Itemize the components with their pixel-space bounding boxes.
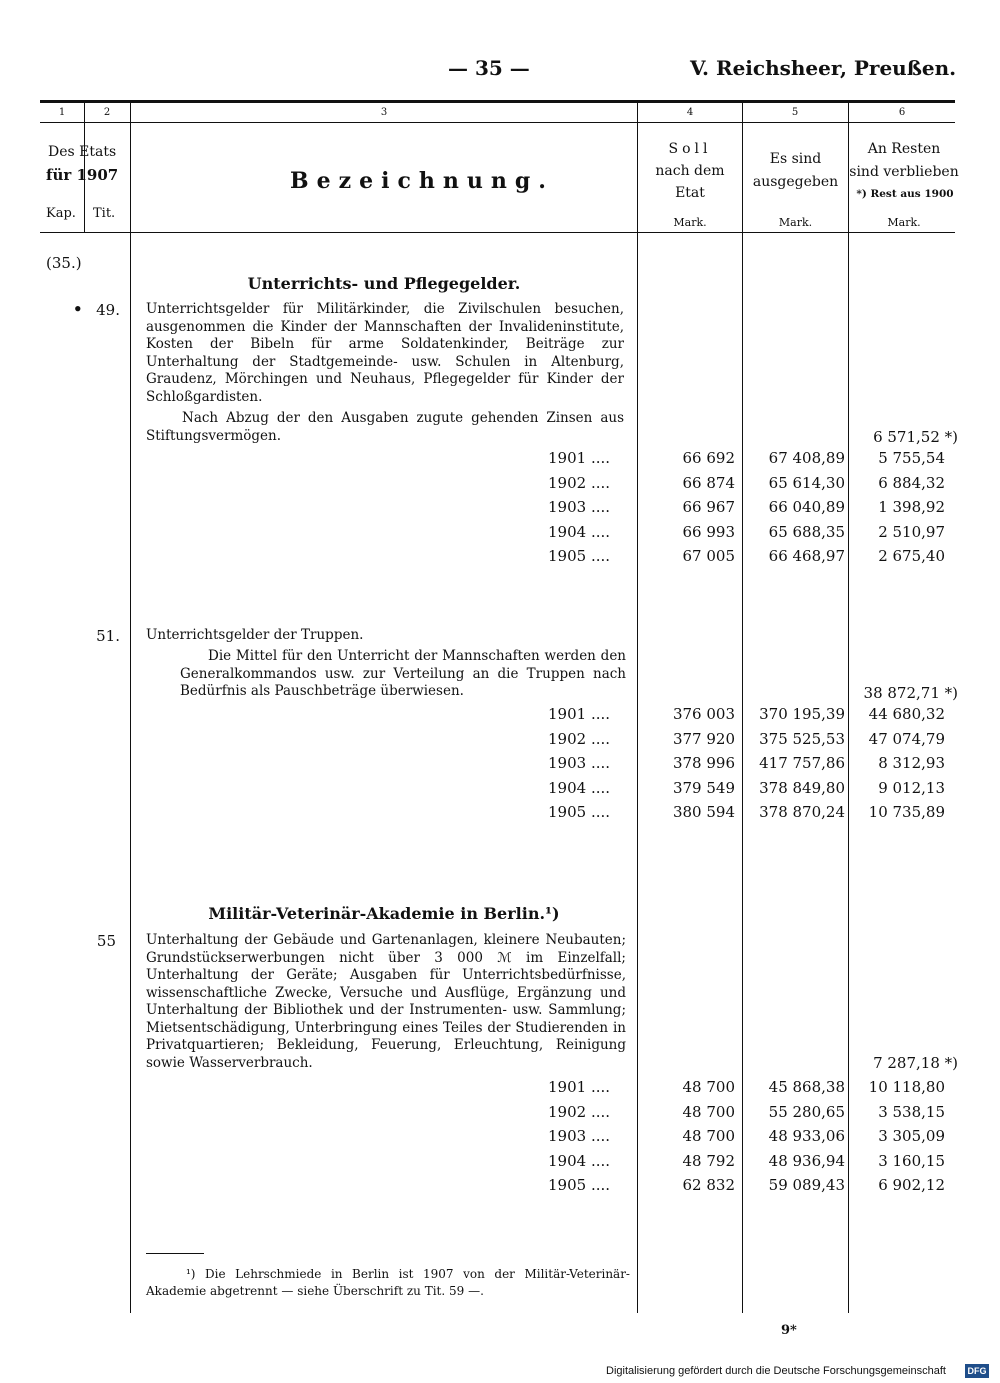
col-rule-5 [848,103,849,1313]
row-reste: 44 680,32 [868,705,945,723]
row-soll: 379 549 [672,778,735,797]
row-year: 1904 .... [548,778,611,797]
section-text: Unterrichtsgelder für Militärkinder, die Zivilschulen besuchen, ausgenommen die Kinder der Mannschaften der Invalideninstitute, Kosten der Bibeln für arme Soldatenkinder, Beiträge zur Unterhaltung der Stadtgemeinde- usw. Schulen in Altenburg, Graudenz, Mörchingen und Neuhaus, Pflegegelder für Kinder der Schloßgardisten. [146,301,624,405]
col-rule-3 [637,103,638,1313]
row-reste: 6 902,12 [878,1176,945,1194]
row-ausgegeben: 378 849,80 [759,778,845,797]
row-year: 1902 .... [548,473,611,492]
titel-number: 51. [96,627,120,645]
row-soll: 66 993 [682,522,735,541]
header-tit: Tit. [93,206,116,221]
row-year: 1901 .... [548,705,611,723]
dfg-logo: DFG [965,1364,989,1378]
header-sind-verblieben: sind verblieben [849,164,959,180]
row-reste: 3 538,15 [878,1102,945,1121]
top-rule [40,100,955,103]
unit-mark-5: Mark. [778,216,813,229]
row-ausgegeben: 59 089,43 [768,1176,845,1194]
row-ausgegeben: 45 868,38 [768,1078,845,1096]
row-reste: 1 398,92 [878,498,945,516]
header-rest-aus-1900: *) Rest aus 1900 [856,188,954,200]
rest-1900-value: 6 571,52 *) [873,428,958,446]
row-ausgegeben: 417 757,86 [759,754,845,772]
footnote: ¹) Die Lehrschmiede in Berlin ist 1907 von der Militär-Veterinär-Akademie abgetrennt — siehe Überschrift zu Tit. 59 —. [146,1267,630,1298]
column-number-rule [40,122,955,123]
rest-1900-value: 7 287,18 *) [873,1054,958,1072]
header-soll: Soll [668,141,712,157]
row-soll: 66 967 [682,498,735,516]
header-ausgegeben: ausgegeben [752,174,839,190]
row-soll: 66 692 [682,449,735,467]
colnum-1: 1 [58,107,66,118]
row-soll: 66 874 [682,473,735,492]
row-ausgegeben: 370 195,39 [759,705,845,723]
row-soll: 48 792 [682,1151,735,1170]
row-year: 1903 .... [548,754,611,772]
row-ausgegeben: 66 040,89 [768,498,845,516]
section-heading: Militär-Veterinär-Akademie in Berlin.¹) [208,904,560,923]
row-soll: 48 700 [682,1078,735,1096]
row-year: 1904 .... [548,522,611,541]
row-ausgegeben: 55 280,65 [768,1102,845,1121]
row-reste: 5 755,54 [878,449,945,467]
section-heading: Unterrichts- und Pflegegelder. [247,274,521,293]
row-year: 1905 .... [548,1176,611,1194]
row-ausgegeben: 48 933,06 [768,1127,845,1145]
row-year: 1903 .... [548,498,611,516]
row-year: 1904 .... [548,1151,611,1170]
row-soll: 378 996 [672,754,735,772]
signature-mark: 9* [781,1323,797,1338]
row-soll: 48 700 [682,1102,735,1121]
footnote-rule [146,1253,204,1254]
row-year: 1902 .... [548,1102,611,1121]
row-ausgegeben: 65 614,30 [768,473,845,492]
header-des-etats: Des Etats [48,144,117,160]
row-year: 1905 .... [548,547,611,565]
row-reste: 10 118,80 [868,1078,945,1096]
row-ausgegeben: 65 688,35 [768,522,845,541]
row-reste: 3 305,09 [878,1127,945,1145]
row-ausgegeben: 375 525,53 [759,729,845,748]
row-reste: 47 074,79 [868,729,945,748]
header-nach-dem: nach dem [655,163,725,179]
row-reste: 10 735,89 [868,803,945,821]
row-soll: 380 594 [672,803,735,821]
col-rule-4 [742,103,743,1313]
header-es-sind: Es sind [769,151,822,167]
header-bottom-rule [40,232,955,233]
row-reste: 8 312,93 [878,754,945,772]
row-soll: 62 832 [682,1176,735,1194]
page-number: — 35 — [448,56,530,80]
row-year: 1901 .... [548,1078,611,1096]
unit-mark-4: Mark. [673,216,707,229]
section-note: Die Mittel für den Unterricht der Mannschaften werden den Generalkommandos usw. zur Verteilung an die Truppen nach Bedürfnis als Pauschbeträge überwiesen. [180,648,626,699]
row-soll: 376 003 [672,705,735,723]
margin-dot: • [73,300,83,318]
header-an-resten: An Resten [867,141,941,157]
section-text: Unterhaltung der Gebäude und Gartenanlagen, kleinere Neubauten; Grundstückserwerbungen nicht über 3 000 ℳ im Einzelfall; Unterhaltung der Geräte; Ausgaben für Unterrichtsbedürfnisse, wissenschaftliche Zwecke, Versuche und Ausflüge, Ergänzung und Unterhaltung der Bibliothek und der Instrumenten- usw. Sammlung; Mietsentschädigung, Unterbringung eines Teiles der Studierenden in Privatquartieren; Bekleidung, Feuerung, Erleuchtung, Reinigung sowie Wasserverbrauch. [146,932,626,1071]
row-soll: 377 920 [672,729,735,748]
section-note: Nach Abzug der den Ausgaben zugute gehenden Zinsen aus Stiftungsvermögen. [146,410,624,444]
row-year: 1905 .... [548,803,611,821]
col-rule-2 [130,103,131,1313]
row-year: 1903 .... [548,1127,611,1145]
row-soll: 48 700 [682,1127,735,1145]
kapitel-number: (35.) [46,254,82,272]
row-ausgegeben: 48 936,94 [768,1151,845,1170]
colnum-4: 4 [686,107,694,118]
row-ausgegeben: 67 408,89 [768,449,845,467]
row-ausgegeben: 66 468,97 [768,547,845,565]
header-fuer-1907: für 1907 [46,166,119,184]
header-kap: Kap. [46,206,76,221]
row-reste: 2 675,40 [878,547,945,565]
titel-number: 55 [96,932,116,950]
row-soll: 67 005 [682,547,735,565]
unit-mark-6: Mark. [887,216,921,229]
titel-number: 49. [96,301,120,319]
row-reste: 3 160,15 [878,1151,945,1170]
digitization-credit: Digitalisierung gefördert durch die Deutsche Forschungsgemeinschaft [606,1365,946,1377]
header-bezeichnung: Bezeichnung. [290,168,554,194]
section-text: Unterrichtsgelder der Truppen. [146,627,364,643]
row-reste: 6 884,32 [878,473,945,492]
colnum-6: 6 [898,107,906,118]
row-year: 1902 .... [548,729,611,748]
rest-1900-value: 38 872,71 *) [863,684,958,702]
colnum-5: 5 [791,107,799,118]
row-reste: 2 510,97 [878,522,945,541]
colnum-3: 3 [380,107,388,118]
row-year: 1901 .... [548,449,611,467]
row-reste: 9 012,13 [878,778,945,797]
header-etat: Etat [675,185,705,201]
chapter-title: V. Reichsheer, Preußen. [690,56,957,80]
row-ausgegeben: 378 870,24 [759,803,845,821]
colnum-2: 2 [103,107,111,118]
